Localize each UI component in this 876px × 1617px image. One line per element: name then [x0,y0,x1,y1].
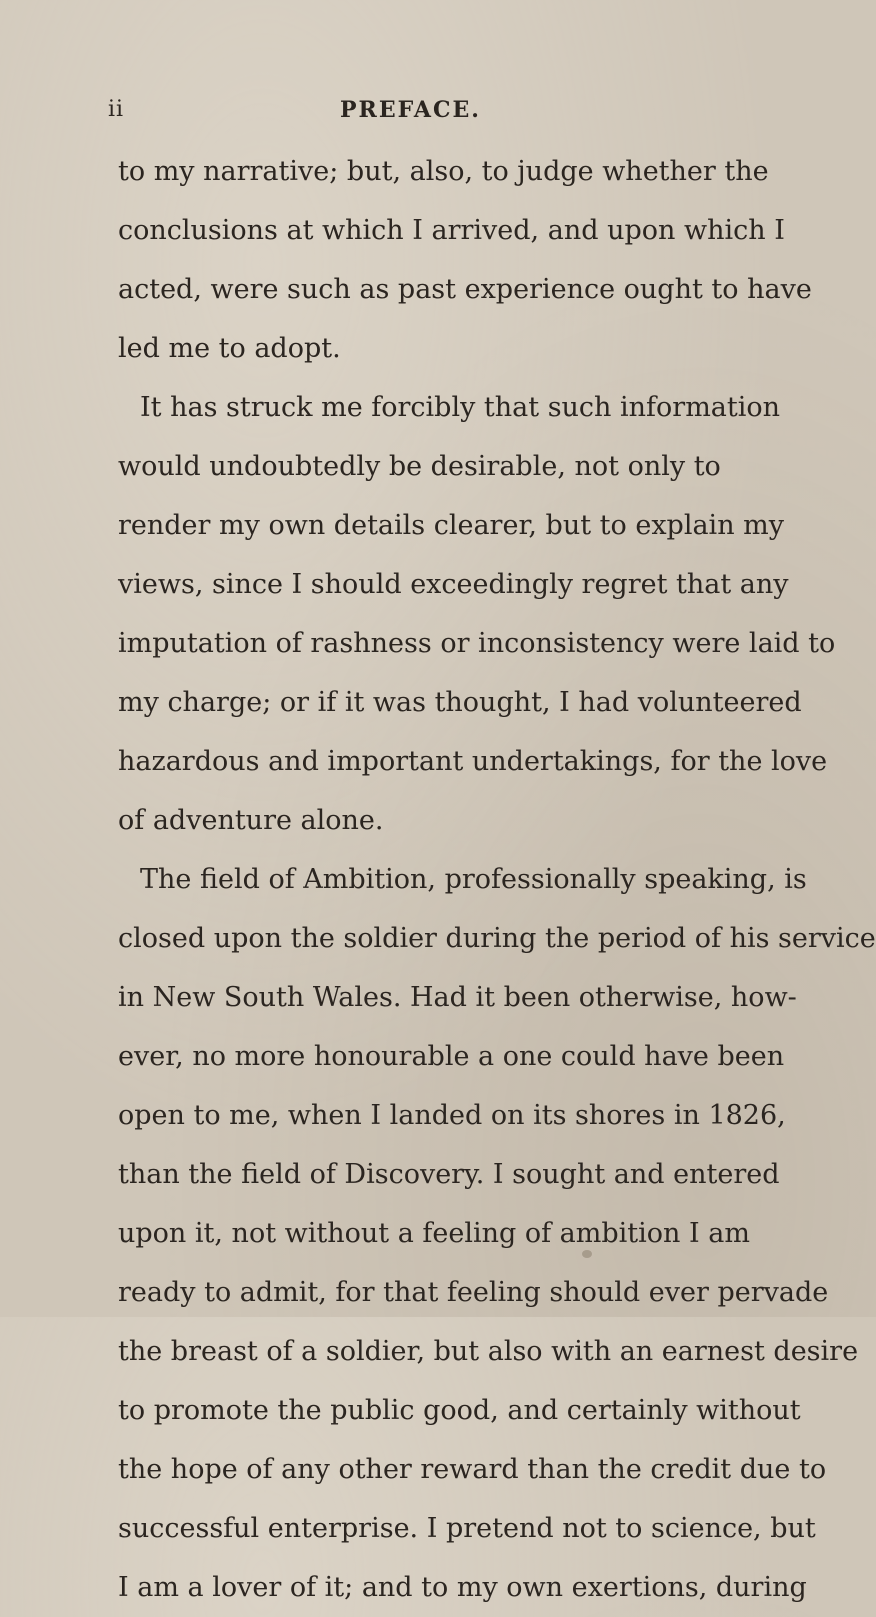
text-line: closed upon the soldier during the period of his service [118,923,876,954]
text-line: to promote the public good, and certainly without [118,1395,801,1426]
running-title: PREFACE. [340,97,481,123]
text-line: successful enterprise. I pretend not to science, but [118,1513,816,1544]
text-line: the breast of a soldier, but also with an earnest desire [118,1336,859,1367]
text-line: imputation of rashness or inconsistency were laid to [118,628,836,659]
text-line: views, since I should exceedingly regret that any [118,569,789,600]
text-line: It has struck me forcibly that such information [140,392,781,423]
text-line: would undoubtedly be desirable, not only to [118,451,721,482]
text-line: my charge; or if it was thought, I had volunteered [118,687,802,718]
text-line: to my narrative; but, also, to judge whether the [118,156,769,187]
text-line: I am a lover of it; and to my own exertions, during [118,1572,807,1603]
page-number: ii [108,97,125,122]
paper-speck [582,1250,592,1258]
text-line: in New South Wales. Had it been otherwise, how- [118,982,797,1013]
text-line: open to me, when I landed on its shores in 1826, [118,1100,786,1131]
text-line: than the field of Discovery. I sought and entered [118,1159,780,1190]
text-line: ever, no more honourable a one could have been [118,1041,785,1072]
text-line: render my own details clearer, but to explain my [118,510,785,541]
text-line: acted, were such as past experience ought to have [118,274,812,305]
text-line: of adventure alone. [118,805,384,836]
text-line: The field of Ambition, professionally speaking, is [140,864,807,895]
text-line: upon it, not without a feeling of ambition I am [118,1218,750,1249]
text-line: ready to admit, for that feeling should ever pervade [118,1277,829,1308]
text-line: the hope of any other reward than the credit due to [118,1454,827,1485]
body-text [118,142,876,1617]
text-line: hazardous and important undertakings, for the love [118,746,828,777]
text-line: conclusions at which I arrived, and upon which I [118,215,785,246]
running-head [108,97,708,137]
text-line: led me to adopt. [118,333,341,364]
